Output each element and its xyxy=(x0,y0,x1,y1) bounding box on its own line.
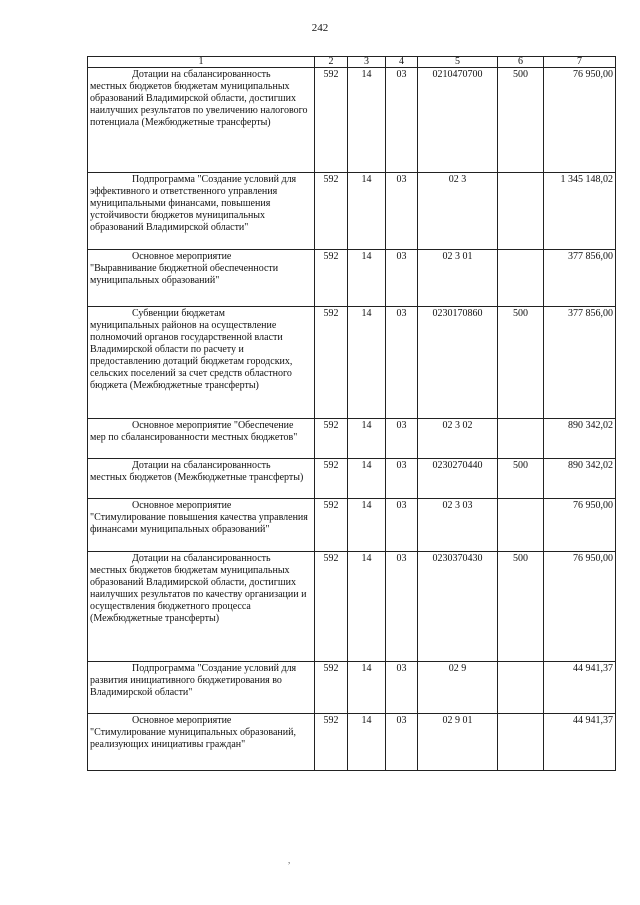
row-description xyxy=(88,307,315,419)
cell-c5: 0210470700 xyxy=(418,68,498,173)
cell-c3: 14 xyxy=(348,419,386,459)
cell-c2: 592 xyxy=(315,307,348,419)
column-header: 5 xyxy=(418,57,498,68)
row-description-text: муниципальных районов на осуществление полномочий органов государственной власти Владимирской области по расчету и предоставлению дотаций бюджетам городских, сельских поселений за счет средств областного бюджета (Межбюджетные трансферты) xyxy=(90,320,293,391)
cell-c3: 14 xyxy=(348,307,386,419)
cell-c4: 03 xyxy=(386,419,418,459)
cell-c6 xyxy=(498,250,544,307)
row-description-text: эффективного и ответственного управления муниципальными финансами, повышения устойчивости бюджетов муниципальных образований Владимирской области" xyxy=(90,186,278,233)
cell-c6 xyxy=(498,419,544,459)
cell-c6: 500 xyxy=(498,552,544,662)
cell-c7: 76 950,00 xyxy=(544,68,616,173)
cell-c4: 03 xyxy=(386,307,418,419)
table-row xyxy=(88,714,616,771)
table-row xyxy=(88,307,616,419)
row-first-line: Субвенции бюджетам xyxy=(132,308,225,319)
cell-c2: 592 xyxy=(315,459,348,499)
cell-c4: 03 xyxy=(386,714,418,771)
cell-c5: 0230270440 xyxy=(418,459,498,499)
row-description xyxy=(88,552,315,662)
row-description xyxy=(88,459,315,499)
cell-c6: 500 xyxy=(498,68,544,173)
column-header: 2 xyxy=(315,57,348,68)
column-header: 4 xyxy=(386,57,418,68)
budget-table xyxy=(87,56,616,771)
cell-c7: 890 342,02 xyxy=(544,419,616,459)
cell-c5: 02 9 xyxy=(418,662,498,714)
column-header: 3 xyxy=(348,57,386,68)
cell-c5: 02 3 xyxy=(418,173,498,250)
cell-c7: 1 345 148,02 xyxy=(544,173,616,250)
row-description xyxy=(88,250,315,307)
cell-c4: 03 xyxy=(386,459,418,499)
table-row xyxy=(88,250,616,307)
cell-c7: 377 856,00 xyxy=(544,250,616,307)
cell-c4: 03 xyxy=(386,552,418,662)
cell-c3: 14 xyxy=(348,662,386,714)
cell-c4: 03 xyxy=(386,250,418,307)
row-description-text: местных бюджетов бюджетам муниципальных образований Владимирской области, достигших наилучших результатов по качеству организации и осуществления бюджетного процесса (Межбюджетные трансферты) xyxy=(90,565,307,624)
row-first-line: Основное мероприятие xyxy=(132,715,232,726)
row-description xyxy=(88,714,315,771)
cell-c2: 592 xyxy=(315,662,348,714)
cell-c7: 76 950,00 xyxy=(544,552,616,662)
cell-c6: 500 xyxy=(498,307,544,419)
cell-c6 xyxy=(498,662,544,714)
cell-c5: 0230170860 xyxy=(418,307,498,419)
cell-c7: 76 950,00 xyxy=(544,499,616,552)
cell-c2: 592 xyxy=(315,173,348,250)
column-header: 6 xyxy=(498,57,544,68)
row-description xyxy=(88,173,315,250)
cell-c5: 02 9 01 xyxy=(418,714,498,771)
row-description xyxy=(88,499,315,552)
cell-c5: 0230370430 xyxy=(418,552,498,662)
cell-c3: 14 xyxy=(348,250,386,307)
cell-c3: 14 xyxy=(348,552,386,662)
row-first-line: Основное мероприятие xyxy=(132,251,232,262)
cell-c6: 500 xyxy=(498,459,544,499)
cell-c2: 592 xyxy=(315,552,348,662)
cell-c2: 592 xyxy=(315,419,348,459)
cell-c2: 592 xyxy=(315,714,348,771)
row-description xyxy=(88,68,315,173)
scan-speck: , xyxy=(288,855,291,865)
cell-c3: 14 xyxy=(348,459,386,499)
row-description xyxy=(88,662,315,714)
cell-c6 xyxy=(498,173,544,250)
table-row xyxy=(88,552,616,662)
cell-c4: 03 xyxy=(386,173,418,250)
cell-c7: 890 342,02 xyxy=(544,459,616,499)
row-first-line: Дотации на сбалансированность xyxy=(132,553,271,564)
table-row xyxy=(88,68,616,173)
cell-c2: 592 xyxy=(315,499,348,552)
row-description-text: мер по сбалансированности местных бюджетов" xyxy=(90,432,298,443)
column-number-row xyxy=(88,57,616,68)
row-first-line: Дотации на сбалансированность xyxy=(132,69,271,80)
row-first-line: Подпрограмма "Создание условий для xyxy=(132,663,297,674)
cell-c3: 14 xyxy=(348,714,386,771)
row-description-text: развития инициативного бюджетирования во Владимирской области" xyxy=(90,675,282,698)
table-row xyxy=(88,173,616,250)
row-first-line: Подпрограмма "Создание условий для xyxy=(132,174,297,185)
cell-c2: 592 xyxy=(315,250,348,307)
cell-c3: 14 xyxy=(348,499,386,552)
row-first-line: Основное мероприятие xyxy=(132,500,232,511)
table-row xyxy=(88,419,616,459)
row-description-text: "Стимулирование повышения качества управления финансами муниципальных образований" xyxy=(90,512,308,535)
row-first-line: Дотации на сбалансированность xyxy=(132,460,271,471)
cell-c4: 03 xyxy=(386,662,418,714)
cell-c6 xyxy=(498,714,544,771)
row-first-line: Основное мероприятие "Обеспечение xyxy=(132,420,294,431)
cell-c3: 14 xyxy=(348,68,386,173)
table-row xyxy=(88,459,616,499)
column-header: 1 xyxy=(88,57,315,68)
row-description xyxy=(88,419,315,459)
page-number: 242 xyxy=(311,22,329,34)
cell-c3: 14 xyxy=(348,173,386,250)
column-header: 7 xyxy=(544,57,616,68)
cell-c7: 44 941,37 xyxy=(544,714,616,771)
row-description-text: "Выравнивание бюджетной обеспеченности муниципальных образований" xyxy=(90,263,279,286)
cell-c6 xyxy=(498,499,544,552)
cell-c5: 02 3 01 xyxy=(418,250,498,307)
row-description-text: "Стимулирование муниципальных образований, реализующих инициативы граждан" xyxy=(90,727,296,750)
cell-c5: 02 3 02 xyxy=(418,419,498,459)
cell-c4: 03 xyxy=(386,499,418,552)
cell-c5: 02 3 03 xyxy=(418,499,498,552)
table-row xyxy=(88,662,616,714)
row-description-text: местных бюджетов (Межбюджетные трансферты) xyxy=(90,472,304,483)
row-description-text: местных бюджетов бюджетам муниципальных образований Владимирской области, достигших наилучших результатов по увеличению налогового потенциала (Межбюджетные трансферты) xyxy=(90,81,308,128)
cell-c7: 377 856,00 xyxy=(544,307,616,419)
cell-c4: 03 xyxy=(386,68,418,173)
cell-c2: 592 xyxy=(315,68,348,173)
table-row xyxy=(88,499,616,552)
cell-c7: 44 941,37 xyxy=(544,662,616,714)
